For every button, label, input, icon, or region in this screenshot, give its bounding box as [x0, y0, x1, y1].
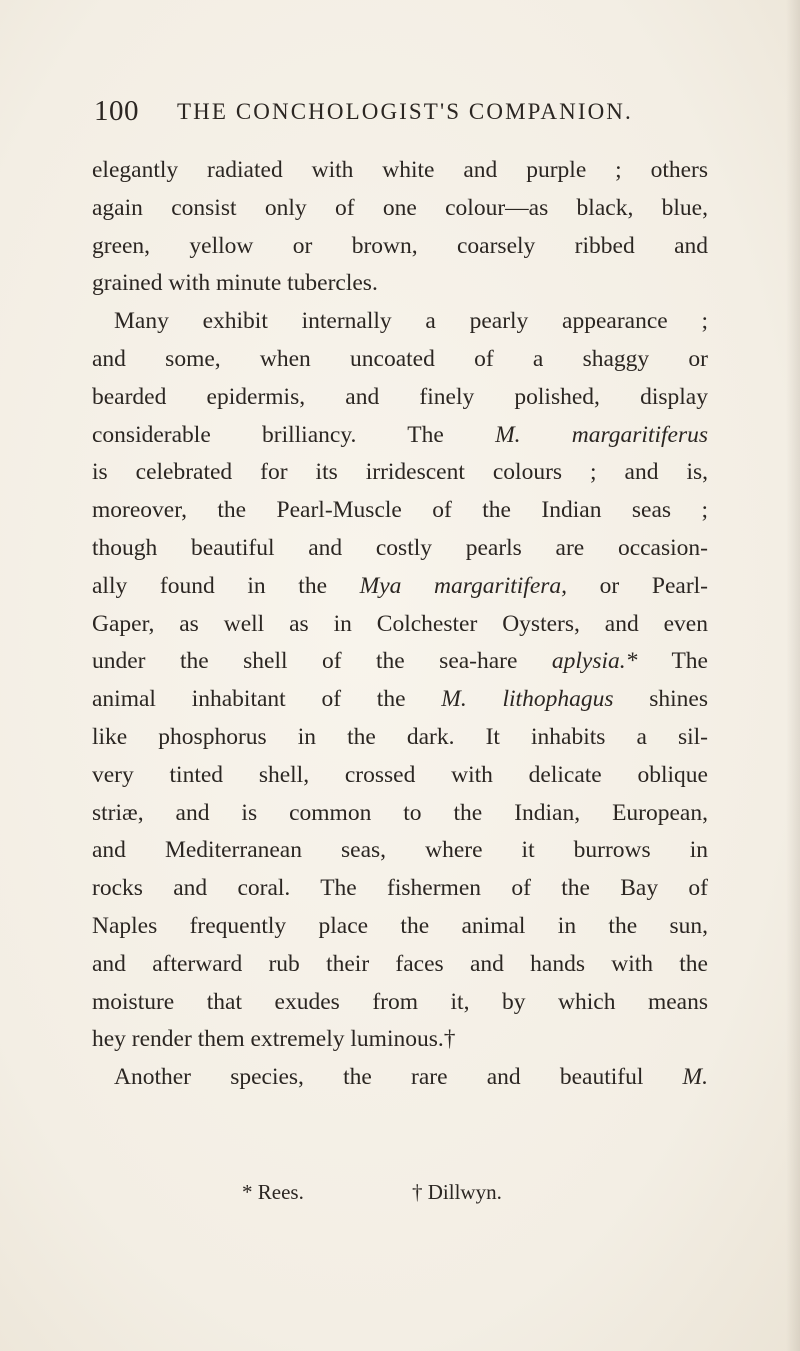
species-name: M. [682, 1064, 708, 1091]
page-header [94, 93, 734, 129]
footnotes [0, 1175, 800, 1209]
species-name: M. lithophagus [441, 686, 614, 713]
text-line: green, yellow or brown, coarsely ribbed and [92, 232, 708, 259]
text-line: again consist only of one colour—as black, blue, [92, 194, 708, 221]
text-line: moisture that exudes from it, by which means [92, 988, 708, 1015]
text-line: under the shell of the sea-hare aplysia.* The [92, 648, 708, 675]
text-line: moreover, the Pearl-Muscle of the Indian seas ; [92, 497, 708, 524]
paragraph-start-line: Many exhibit internally a pearly appearance ; [114, 308, 708, 335]
paragraph-start-line: Another species, the rare and beautiful M. [114, 1064, 708, 1091]
text-line: though beautiful and costly pearls are occasion- [92, 534, 708, 561]
text-line: elegantly radiated with white and purple ; others [92, 157, 708, 183]
text-line: and Mediterranean seas, where it burrows in [92, 837, 708, 864]
text-line: and some, when uncoated of a shaggy or [92, 345, 708, 372]
species-name: M. margaritiferus [495, 421, 709, 448]
text-line: and afterward rub their faces and hands with the [92, 950, 708, 977]
text-line: bearded epidermis, and finely polished, display [92, 383, 708, 410]
text-line: very tinted shell, crossed with delicate oblique [92, 761, 708, 788]
running-head: THE CONCHOLOGIST'S COMPANION. [177, 99, 633, 124]
text-line: striæ, and is common to the Indian, European, [92, 799, 708, 826]
text-line: like phosphorus in the dark. It inhabits a sil- [92, 723, 708, 750]
text-line: hey render them extremely luminous.† [92, 1026, 456, 1053]
text-line: Gaper, as well as in Colchester Oysters, and even [92, 610, 708, 637]
text-line: is celebrated for its irridescent colours ; and is, [92, 459, 708, 486]
species-name: Mya margaritifera, [359, 572, 568, 599]
text-line: rocks and coral. The fishermen of the Bay of [92, 875, 708, 902]
page-number: 100 [94, 95, 139, 127]
species-name: aplysia.* [551, 648, 638, 675]
footnote-dillwyn: † Dillwyn. [412, 1180, 502, 1204]
text-line: ally found in the Mya margaritifera, or Pearl- [92, 572, 709, 599]
text-line: animal inhabitant of the M. lithophagus shines [92, 686, 708, 713]
page-edge-shadow [786, 0, 800, 1351]
text-line: grained with minute tubercles. [92, 270, 378, 297]
text-line: considerable brilliancy. The M. margaritiferus [92, 421, 709, 448]
body-text [92, 152, 708, 1097]
footnote-rees: * Rees. [242, 1180, 304, 1204]
text-line: Naples frequently place the animal in the sun, [92, 912, 708, 939]
